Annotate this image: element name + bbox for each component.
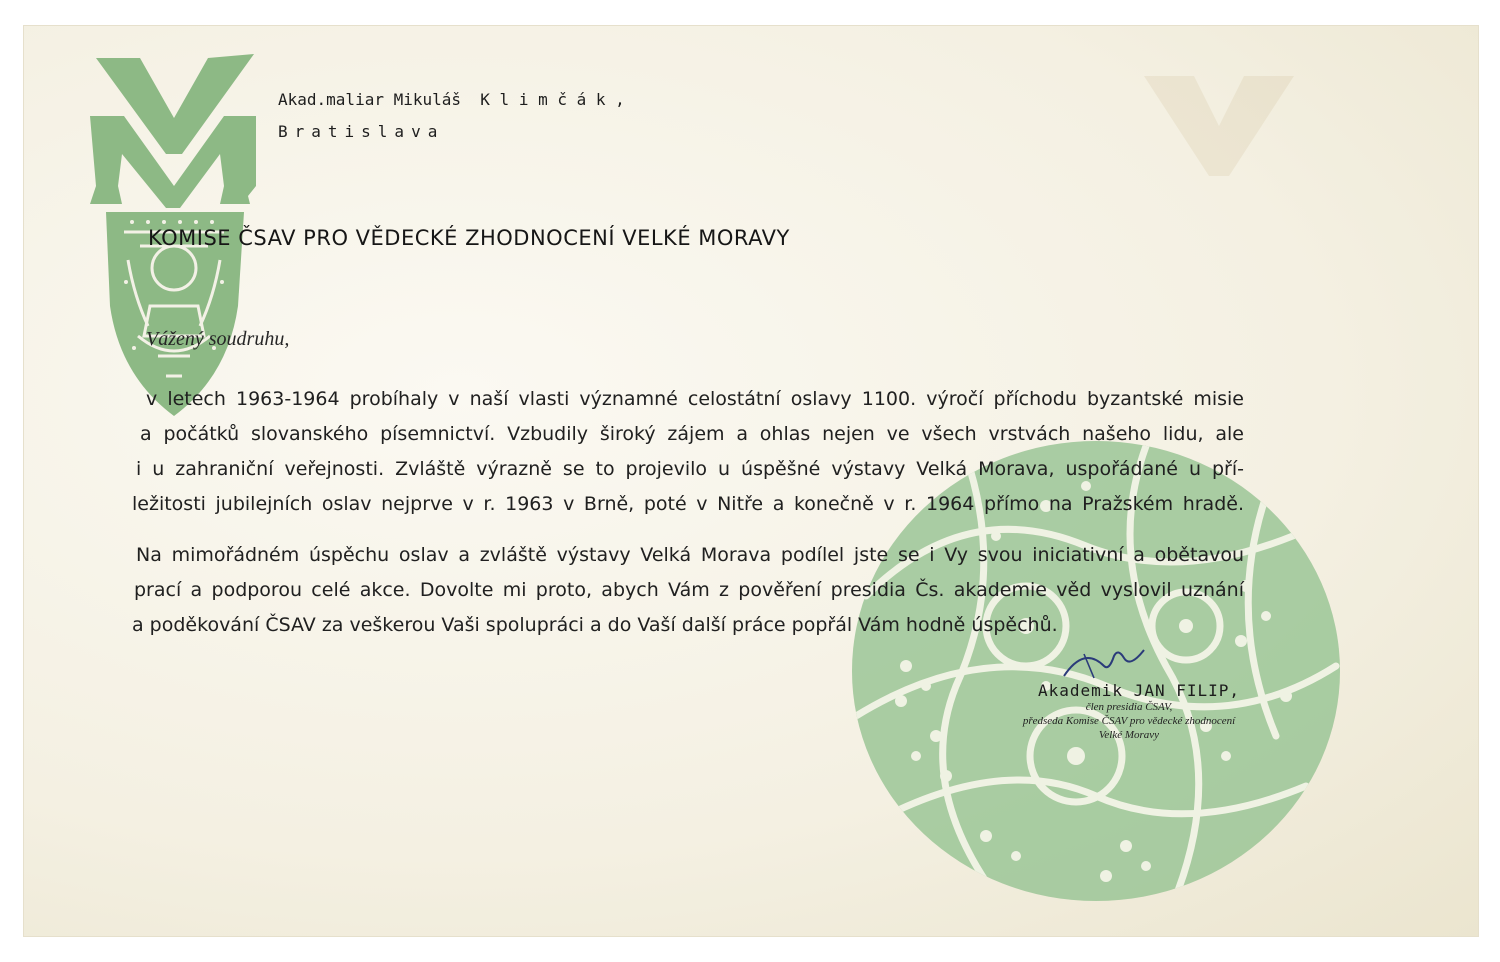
addressee-block	[278, 84, 625, 148]
signer-name: Akademik JAN FILIP,	[1037, 681, 1241, 700]
salutation: Vážený soudruhu,	[146, 328, 290, 350]
addressee-city: Bratislava	[278, 122, 445, 141]
body-line: a počátků slovanského písemnictví. Vzbudily široký zájem a ohlas nejen ve všech vrstvách našeho lidu, ale	[140, 423, 1244, 445]
signer-role-2: předseda Komise ČSAV pro vědecké zhodnocení	[1022, 715, 1236, 727]
body-line: ležitosti jubilejních oslav nejprve v r. 1963 v Brně, poté v Nitře a konečně v r. 1964 přímo na Pražském hradě.	[132, 493, 1244, 515]
addressee-name: Akad.maliar Mikuláš K l i m č á k ,	[278, 90, 625, 109]
body-line: v letech 1963-1964 probíhaly v naší vlasti významné celostátní oslavy 1100. výročí příchodu byzantské misie	[146, 388, 1244, 410]
body-line: a poděkování ČSAV za veškerou Vaši spolupráci a do Vaší další práce popřál Vám hodně úspěchů.	[132, 614, 1058, 636]
letter-sheet	[24, 26, 1478, 936]
signer-role-1: člen presidia ČSAV,	[1085, 701, 1173, 713]
body-line: i u zahraniční veřejnosti. Zvláště výrazně se to projevilo u úspěšné výstavy Velká Morava, uspořádané u pří-	[136, 458, 1244, 480]
body-line: Na mimořádném úspěchu oslav a zvláště výstavy Velká Morava podílel jste se i Vy svou iniciativní a obětavou	[136, 544, 1244, 566]
signer-block	[999, 681, 1259, 742]
signer-role-3: Velké Moravy	[1098, 729, 1160, 741]
watermark-mark	[1134, 66, 1304, 186]
letter-body	[132, 382, 1244, 643]
handwritten-signature	[1054, 636, 1154, 686]
organization-heading: KOMISE ČSAV PRO VĚDECKÉ ZHODNOCENÍ VELKÉ MORAVY	[148, 226, 790, 250]
body-line: prací a podporou celé akce. Dovolte mi proto, abych Vám z pověření presidia Čs. akademie věd vyslovil uznání	[134, 579, 1244, 601]
